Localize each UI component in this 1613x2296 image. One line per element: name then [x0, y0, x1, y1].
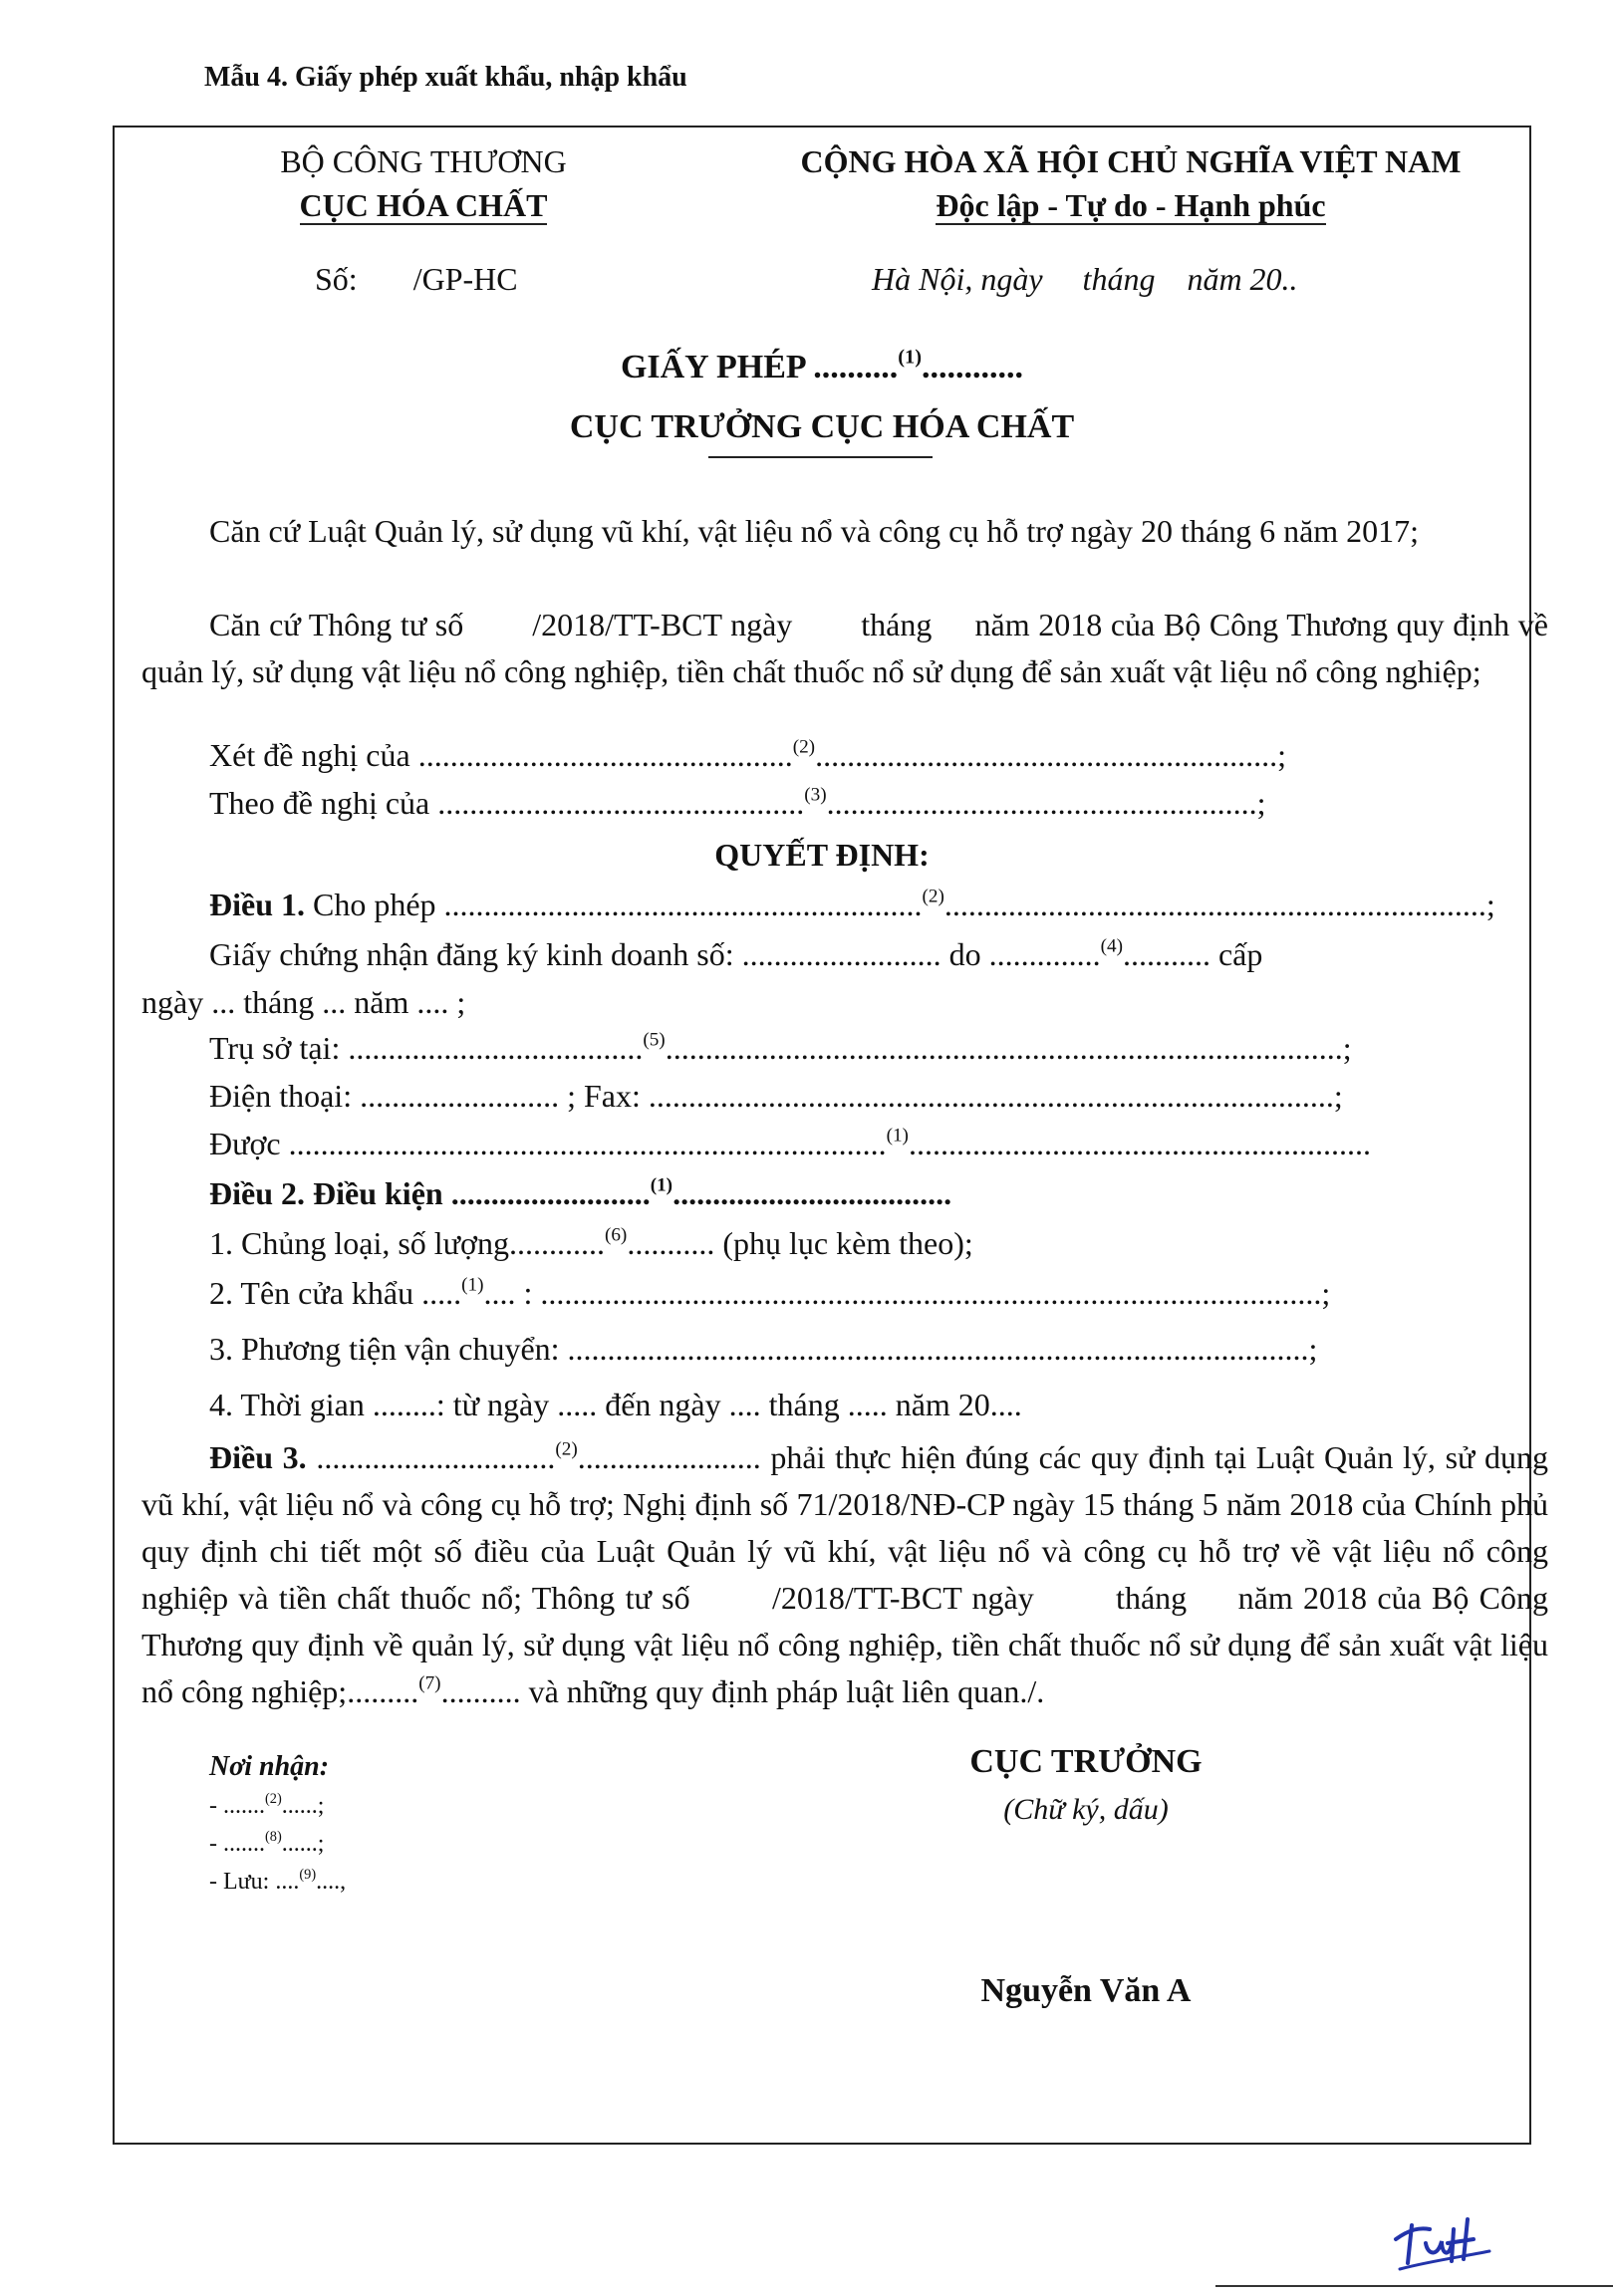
form-title: Mẫu 4. Giấy phép xuất khẩu, nhập khẩu	[204, 62, 687, 93]
place-date: Hà Nội, ngày tháng năm 20..	[872, 261, 1298, 297]
recipient-archive: - Lưu: ....$^{(9)}$....,	[209, 1866, 347, 1895]
ministry-name: BỘ CÔNG THƯƠNG	[280, 143, 567, 179]
signer-title: CỤC TRƯỞNG	[969, 1743, 1203, 1780]
article-1-allowed: Được ...........................................................................$^{(1)}$..........................................................	[209, 1125, 1371, 1161]
article-2-heading: Điều 2. Điều kiện .........................$^{(1)}$...................................	[209, 1174, 952, 1211]
agency-name: CỤC HÓA CHẤT	[299, 187, 548, 223]
article-1-business-cert: Giấy chứng nhận đăng ký kinh doanh số: ......................... do ..............$^{(4)}$........... cấp	[209, 935, 1263, 972]
motto: Độc lập - Tự do - Hạnh phúc	[936, 187, 1326, 223]
signature-note: (Chữ ký, dấu)	[1003, 1793, 1169, 1826]
proposal-reviewed: Xét đề nghị của ...............................................$^{(2)}$..........................................................;	[209, 736, 1286, 773]
article-2-item-1: 1. Chủng loại, số lượng............$^{(6)}$........... (phụ lục kèm theo);	[209, 1224, 973, 1261]
recipient-2: - .......$^{(8)}$......;	[209, 1828, 325, 1857]
recipient-1: - .......$^{(2)}$......;	[209, 1790, 325, 1819]
article-2-item-2: 2. Tên cửa khẩu .....$^{(1)}$.... : ..................................................................................................;	[209, 1274, 1331, 1311]
article-1-phone-fax: Điện thoại: ......................... ; Fax: ......................................................................................;	[209, 1078, 1343, 1114]
issuer-block	[214, 139, 633, 227]
article-2-item-3: 3. Phương tiện vận chuyển: .............................................................................................;	[209, 1331, 1318, 1367]
handwritten-initials	[1390, 2199, 1509, 2279]
article-1-permit: Điều 1. Cho phép ............................................................$^{(2)}$....................................................................;	[209, 886, 1495, 922]
document-number: Số: /GP-HC	[315, 261, 518, 297]
page-bottom-rule	[1215, 2285, 1613, 2287]
decision-heading: QUYẾT ĐỊNH:	[714, 837, 930, 873]
issuer-title: CỤC TRƯỞNG CỤC HÓA CHẤT	[113, 408, 1531, 446]
signer-name: Nguyễn Văn A	[980, 1972, 1192, 2009]
basis-law: Căn cứ Luật Quản lý, sử dụng vũ khí, vật liệu nổ và công cụ hỗ trợ ngày 20 tháng 6 năm 2017;	[209, 513, 1420, 549]
permit-title: GIẤY PHÉP ..........$^{(1)}$............	[620, 346, 1024, 385]
basis-circular: Căn cứ Thông tư số /2018/TT-BCT ngày tháng năm 2018 của Bộ Công Thương quy định về quản lý, sử dụng vật liệu nổ công nghiệp, tiền chất thuốc nổ sử dụng để sản xuất vật liệu nổ công nghiệp;	[141, 607, 1556, 689]
article-3: Điều 3. ..............................$^{(2)}$....................... phải thực hiện đúng các quy định tại Luật Quản lý, sử dụng vũ khí, vật liệu nổ và công cụ hỗ trợ; Nghị định số 71/2018/NĐ-CP ngày 15 tháng 5 năm 2018 của Chính phủ quy định chi tiết một số điều của Luật Quản lý vũ khí, vật liệu nổ và công cụ hỗ trợ về vật liệu nổ công nghiệp và tiền chất thuốc nổ; Thông tư số /2018/TT-BCT ngày tháng năm 2018 của Bộ Công Thương quy định về quản lý, sử dụng vật liệu nổ công nghiệp, tiền chất thuốc nổ sử dụng để sản xuất vật liệu nổ công nghiệp;.........$^{(7)}$.......... và những quy định pháp luật liên quan./.	[141, 1438, 1557, 1709]
proposal-by: Theo đề nghị của ..............................................$^{(3)}$......................................................;	[209, 784, 1266, 821]
national-block	[737, 139, 1524, 227]
country-name: CỘNG HÒA XÃ HỘI CHỦ NGHĨA VIỆT NAM	[800, 143, 1462, 179]
article-1-cert-date: ngày ... tháng ... năm .... ;	[141, 984, 466, 1020]
recipients-heading: Nơi nhận:	[209, 1751, 330, 1782]
article-1-headquarters: Trụ sở tại: .....................................$^{(5)}$.....................................................................................;	[209, 1029, 1352, 1066]
article-2-item-4: 4. Thời gian ........: từ ngày ..... đến ngày .... tháng ..... năm 20....	[209, 1387, 1022, 1422]
